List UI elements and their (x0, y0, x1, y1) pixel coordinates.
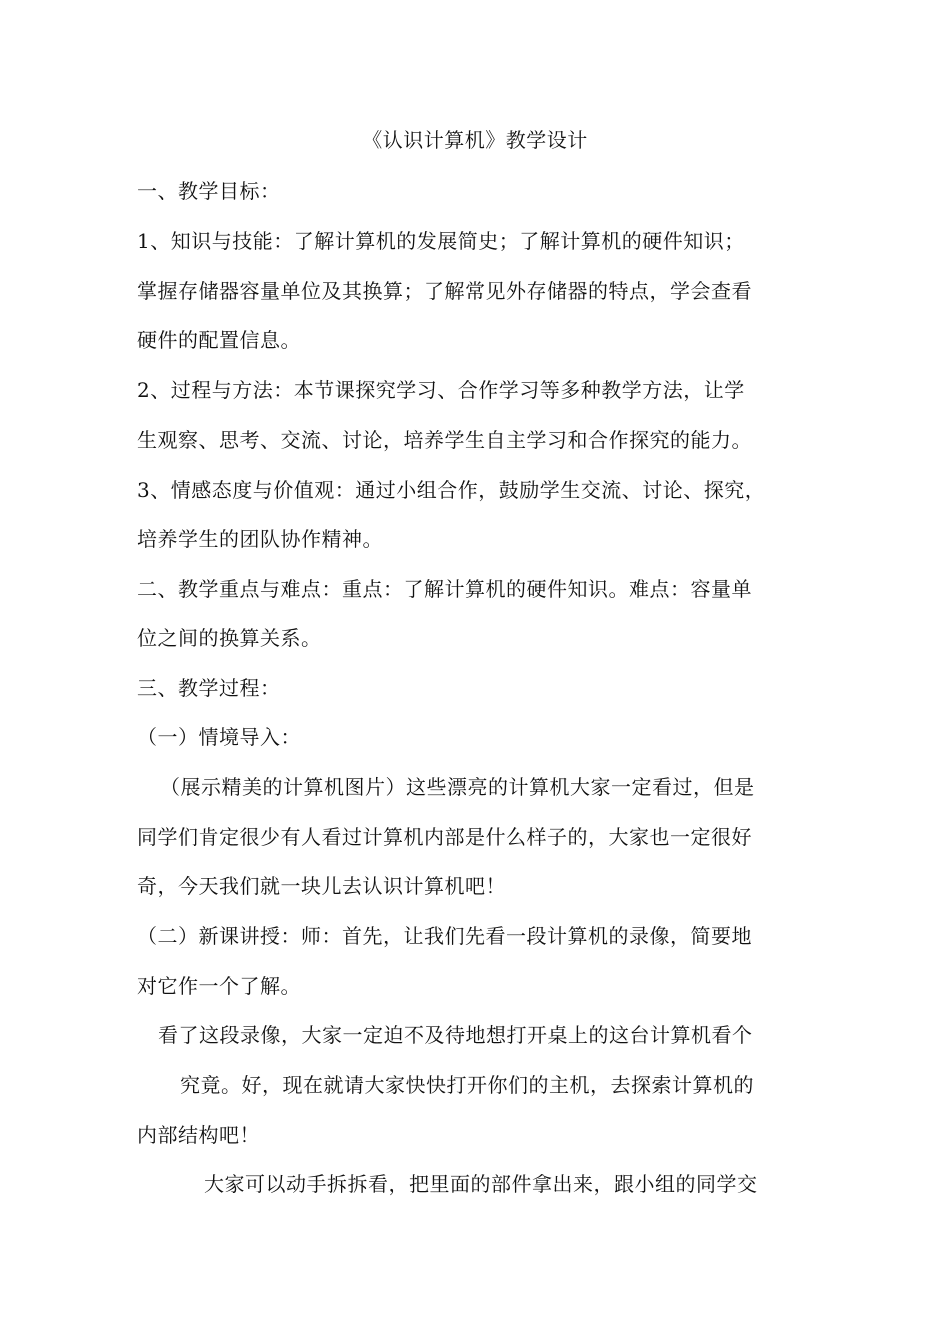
section-heading-key-points: 二、教学重点与难点：重点：了解计算机的硬件知识。难点：容量单 (137, 577, 752, 601)
paragraph-line: 内部结构吧！ (137, 1123, 260, 1147)
paragraph-line: 培养学生的团队协作精神。 (137, 527, 383, 551)
paragraph-line: 同学们肯定很少有人看过计算机内部是什么样子的，大家也一定很好 (137, 825, 752, 849)
paragraph-line: 究竟。好，现在就请大家快快打开你们的主机，去探索计算机的 (180, 1073, 754, 1097)
paragraph-line: 1、知识与技能：了解计算机的发展简史；了解计算机的硬件知识； (137, 229, 745, 253)
paragraph-line: 奇，今天我们就一块儿去认识计算机吧！ (137, 874, 506, 898)
paragraph-line: 生观察、思考、交流、讨论，培养学生自主学习和合作探究的能力。 (137, 428, 752, 452)
section-heading-process: 三、教学过程： (137, 676, 281, 700)
subsection-heading-intro: （一）情境导入： (137, 725, 301, 749)
document-title: 《认识计算机》教学设计 (362, 128, 588, 152)
paragraph-line: 看了这段录像，大家一定迫不及待地想打开桌上的这台计算机看个 (158, 1023, 753, 1047)
paragraph-line: 掌握存储器容量单位及其换算；了解常见外存储器的特点，学会查看 (137, 279, 752, 303)
subsection-heading-new-lesson: （二）新课讲授：师：首先，让我们先看一段计算机的录像，简要地 (137, 924, 752, 948)
paragraph-line: 硬件的配置信息。 (137, 328, 301, 352)
paragraph-line: 位之间的换算关系。 (137, 626, 322, 650)
section-heading-objectives: 一、教学目标： (137, 179, 281, 203)
paragraph-line: 2、过程与方法：本节课探究学习、合作学习等多种教学方法，让学 (137, 378, 745, 402)
paragraph-line: 大家可以动手拆拆看，把里面的部件拿出来，跟小组的同学交 (204, 1172, 758, 1196)
paragraph-line: 对它作一个了解。 (137, 974, 301, 998)
paragraph-line: 3、情感态度与价值观：通过小组合作，鼓励学生交流、讨论、探究， (137, 478, 766, 502)
paragraph-line: （展示精美的计算机图片）这些漂亮的计算机大家一定看过，但是 (160, 775, 755, 799)
